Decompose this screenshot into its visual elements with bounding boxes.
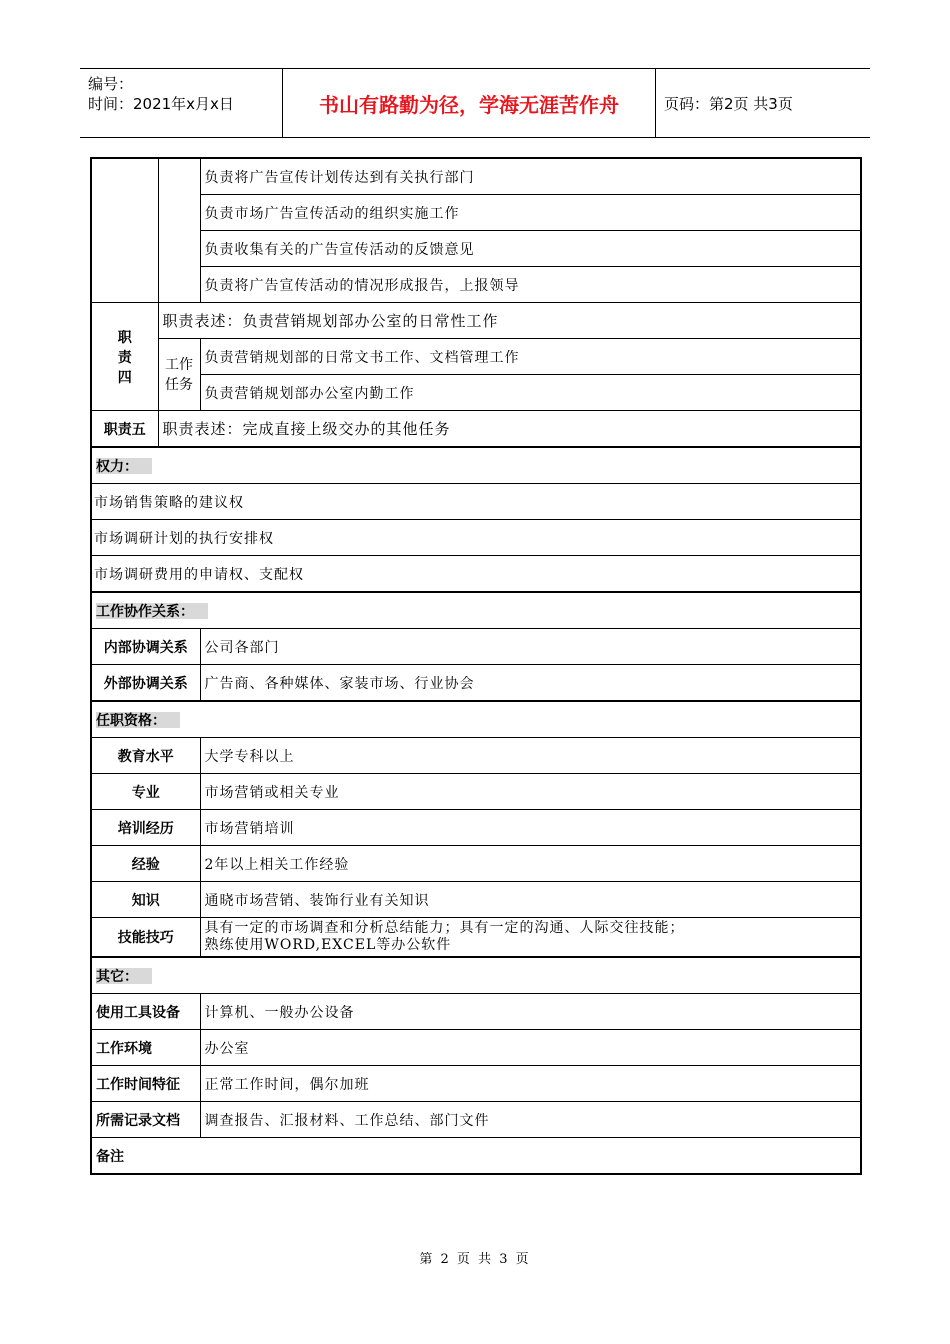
other-value: 计算机、一般办公设备 <box>200 994 861 1030</box>
duty4-task-item: 负责营销规划部的日常文书工作、文档管理工作 <box>200 339 861 375</box>
other-label: 工作环境 <box>91 1030 200 1066</box>
other-label: 使用工具设备 <box>91 994 200 1030</box>
qualification-label: 技能技巧 <box>91 918 200 958</box>
table-row <box>91 629 861 665</box>
table-row <box>91 774 861 810</box>
section-header-row <box>91 701 861 738</box>
table-row <box>91 1138 861 1175</box>
qualification-value: 通晓市场营销、装饰行业有关知识 <box>200 882 861 918</box>
qualification-value: 2年以上相关工作经验 <box>200 846 861 882</box>
page-footer: 第 2 页 共 3 页 <box>419 1252 531 1267</box>
qualification-value <box>200 918 861 958</box>
table-row <box>91 1102 861 1138</box>
table-row <box>91 810 861 846</box>
section-header-row <box>91 957 861 994</box>
table-row <box>91 738 861 774</box>
table-row <box>91 520 861 556</box>
duty4-description: 职责表述：负责营销规划部办公室的日常性工作 <box>158 303 861 339</box>
duty4-task-item: 负责营销规划部办公室内勤工作 <box>200 375 861 411</box>
number-label: 编号： <box>88 75 134 93</box>
authority-title: 权力： <box>91 447 861 484</box>
table-row <box>91 1030 861 1066</box>
table-row <box>91 484 861 520</box>
other-value: 调查报告、汇报材料、工作总结、部门文件 <box>200 1102 861 1138</box>
table-row <box>91 882 861 918</box>
remarks-label: 备注 <box>91 1138 861 1175</box>
qualifications-title: 任职资格： <box>91 701 861 738</box>
qualification-label: 经验 <box>91 846 200 882</box>
qualification-label: 专业 <box>91 774 200 810</box>
authority-item: 市场销售策略的建议权 <box>91 484 861 520</box>
duty-task-item: 负责将广告宣传计划传达到有关执行部门 <box>200 158 861 195</box>
duty4-task-label: 工作任务 <box>158 339 200 411</box>
header-page-info: 页码：第2页 共3页 <box>664 94 793 113</box>
relation-label: 内部协调关系 <box>91 629 200 665</box>
motto-text: 书山有路勤为径，学海无涯苦作舟 <box>319 92 619 117</box>
table-row <box>91 556 861 593</box>
authority-item: 市场调研计划的执行安排权 <box>91 520 861 556</box>
relation-label: 外部协调关系 <box>91 665 200 702</box>
section-header-row <box>91 447 861 484</box>
table-row <box>91 994 861 1030</box>
table-row <box>91 1066 861 1102</box>
duty-task-item: 负责市场广告宣传活动的组织实施工作 <box>200 195 861 231</box>
relation-value: 公司各部门 <box>200 629 861 665</box>
header-meta-cell <box>80 69 282 137</box>
section-header-row <box>91 592 861 629</box>
other-label: 工作时间特征 <box>91 1066 200 1102</box>
table-row <box>91 665 861 702</box>
duty-task-item: 负责收集有关的广告宣传活动的反馈意见 <box>200 231 861 267</box>
qualification-value: 大学专科以上 <box>200 738 861 774</box>
other-value: 正常工作时间，偶尔加班 <box>200 1066 861 1102</box>
table-row <box>91 303 861 339</box>
time-label: 时间：2021年x月x日 <box>88 95 234 113</box>
other-title: 其它： <box>91 957 861 994</box>
other-label: 所需记录文档 <box>91 1102 200 1138</box>
authority-item: 市场调研费用的申请权、支配权 <box>91 556 861 593</box>
document-header <box>80 68 870 138</box>
relations-title: 工作协作关系： <box>91 592 861 629</box>
duty5-label: 职责五 <box>91 411 158 448</box>
relation-value: 广告商、各种媒体、家装市场、行业协会 <box>200 665 861 702</box>
table-row <box>91 231 861 267</box>
qualification-label: 教育水平 <box>91 738 200 774</box>
table-row <box>91 918 861 958</box>
qualification-label: 知识 <box>91 882 200 918</box>
duty-label-cell-empty <box>91 158 158 303</box>
table-row <box>91 375 861 411</box>
table-row <box>91 339 861 375</box>
skills-line-2: 熟练使用WORD,EXCEL等办公软件 <box>204 937 452 953</box>
table-row <box>91 411 861 448</box>
qualification-label: 培训经历 <box>91 810 200 846</box>
header-motto-cell <box>282 69 656 137</box>
job-description-table <box>90 157 862 1175</box>
table-row <box>91 846 861 882</box>
duty5-description: 职责表述：完成直接上级交办的其他任务 <box>158 411 861 448</box>
other-value: 办公室 <box>200 1030 861 1066</box>
qualification-value: 市场营销或相关专业 <box>200 774 861 810</box>
table-row <box>91 267 861 303</box>
table-row <box>91 195 861 231</box>
skills-line-1: 具有一定的市场调查和分析总结能力；具有一定的沟通、人际交往技能； <box>204 920 685 936</box>
task-label-cell-empty <box>158 158 200 303</box>
table-row <box>91 158 861 195</box>
qualification-value: 市场营销培训 <box>200 810 861 846</box>
duty-task-item: 负责将广告宣传活动的情况形成报告，上报领导 <box>200 267 861 303</box>
duty4-label: 职责四 <box>91 303 158 411</box>
header-page-cell <box>656 69 870 137</box>
